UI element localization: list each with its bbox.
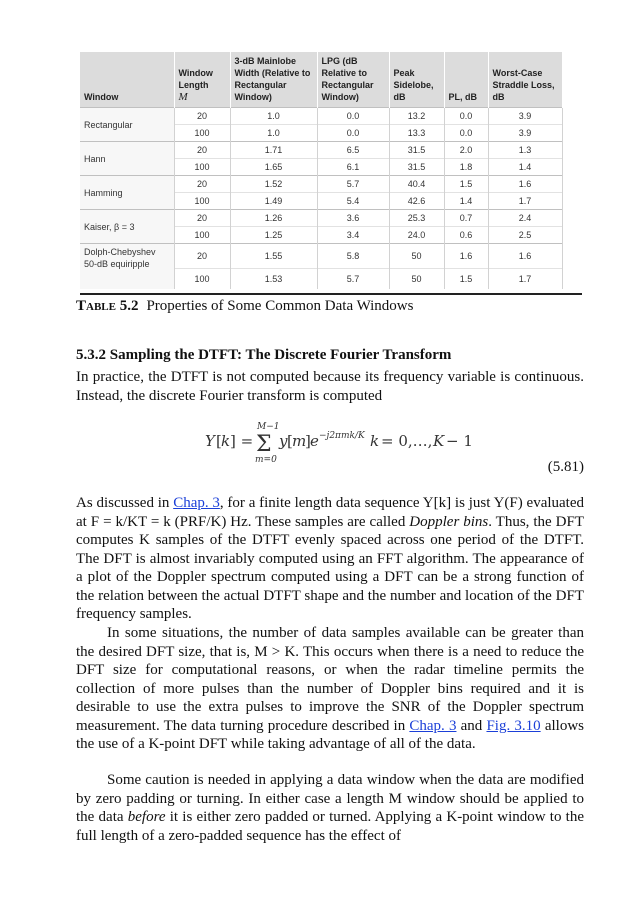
cell-lpg: 3.4 <box>317 227 389 244</box>
cell-mainlobe: 1.0 <box>230 125 317 142</box>
svg-text:Σ: Σ <box>256 432 272 457</box>
cell-pl: 2.0 <box>444 142 488 159</box>
cell-mainlobe: 1.0 <box>230 108 317 125</box>
svg-text:k: k <box>370 432 380 450</box>
table-row <box>80 244 562 269</box>
cell-sidelobe: 13.3 <box>389 125 444 142</box>
cell-lpg: 3.6 <box>317 210 389 227</box>
cell-pl: 1.5 <box>444 269 488 290</box>
table-header-row <box>80 52 562 108</box>
cell-straddle: 1.6 <box>488 176 562 193</box>
window-name: Hamming <box>80 176 174 210</box>
svg-text:−j2πmk/K: −j2πmk/K <box>319 431 365 441</box>
cell-pl: 1.5 <box>444 176 488 193</box>
cell-mainlobe: 1.26 <box>230 210 317 227</box>
section-heading: 5.3.2 Sampling the DTFT: The Discrete Fourier Transform <box>76 347 452 363</box>
cell-straddle: 1.4 <box>488 159 562 176</box>
cell-length: 100 <box>174 269 230 290</box>
svg-text:[: [ <box>287 432 293 450</box>
cell-length: 20 <box>174 176 230 193</box>
cell-sidelobe: 31.5 <box>389 159 444 176</box>
svg-text:k: k <box>221 432 231 450</box>
cell-straddle: 3.9 <box>488 125 562 142</box>
header-straddle-loss: Worst-Case Straddle Loss, dB <box>488 52 562 108</box>
cell-mainlobe: 1.55 <box>230 244 317 269</box>
cell-pl: 1.6 <box>444 244 488 269</box>
svg-text:] =: ] = <box>230 432 254 450</box>
cell-straddle: 2.4 <box>488 210 562 227</box>
header-peak-sidelobe: Peak Sidelobe, dB <box>389 52 444 108</box>
cell-mainlobe: 1.71 <box>230 142 317 159</box>
cell-lpg: 5.8 <box>317 244 389 269</box>
cell-mainlobe: 1.25 <box>230 227 317 244</box>
caption-text: Properties of Some Common Data Windows <box>146 298 414 314</box>
table-rule <box>80 293 582 295</box>
cell-length: 20 <box>174 210 230 227</box>
svg-text:]: ] <box>305 432 311 450</box>
sum-upper-limit: M−1 <box>257 422 280 432</box>
cell-pl: 0.0 <box>444 108 488 125</box>
cell-length: 100 <box>174 193 230 210</box>
table-row <box>80 142 562 159</box>
cell-mainlobe: 1.49 <box>230 193 317 210</box>
header-window: Window <box>80 52 174 108</box>
data-window-table <box>80 52 562 295</box>
equation-graphic <box>205 420 495 464</box>
cell-mainlobe: 1.52 <box>230 176 317 193</box>
cell-straddle: 3.9 <box>488 108 562 125</box>
cell-straddle: 1.7 <box>488 269 562 290</box>
cell-sidelobe: 50 <box>389 269 444 290</box>
cell-sidelobe: 40.4 <box>389 176 444 193</box>
cell-sidelobe: 42.6 <box>389 193 444 210</box>
equation-5-81 <box>205 420 495 468</box>
cell-pl: 0.6 <box>444 227 488 244</box>
cell-mainlobe: 1.65 <box>230 159 317 176</box>
svg-text:Y: Y <box>205 432 215 450</box>
svg-text:m: m <box>292 432 307 450</box>
table-row <box>80 108 562 125</box>
cell-straddle: 2.5 <box>488 227 562 244</box>
cell-sidelobe: 13.2 <box>389 108 444 125</box>
cell-pl: 1.8 <box>444 159 488 176</box>
chap-3-link[interactable]: Chap. 3 <box>409 717 457 734</box>
header-mainlobe-width: 3-dB Mainlobe Width (Relative to Rectangular Window) <box>230 52 317 108</box>
equation-number: (5.81) <box>547 459 584 475</box>
cell-length: 100 <box>174 159 230 176</box>
table-caption <box>76 298 413 315</box>
cell-pl: 1.4 <box>444 193 488 210</box>
table-row <box>80 210 562 227</box>
window-name: Rectangular <box>80 108 174 142</box>
cell-length: 20 <box>174 142 230 159</box>
svg-text:= 0,…,: = 0,…, <box>381 432 433 450</box>
cell-lpg: 5.7 <box>317 176 389 193</box>
cell-length: 100 <box>174 125 230 142</box>
header-pl: PL, dB <box>444 52 488 108</box>
svg-text:[: [ <box>216 432 222 450</box>
cell-lpg: 6.1 <box>317 159 389 176</box>
window-name: Hann <box>80 142 174 176</box>
cell-sidelobe: 25.3 <box>389 210 444 227</box>
fig-3-10-link[interactable]: Fig. 3.10 <box>486 717 541 734</box>
cell-lpg: 0.0 <box>317 125 389 142</box>
svg-text:K: K <box>433 432 445 450</box>
sum-lower-limit: m=0 <box>255 455 277 464</box>
cell-sidelobe: 24.0 <box>389 227 444 244</box>
paragraph-3: In some situations, the number of data samples available can be greater than the desired DFT size, that is, M > K. This occurs when there is a need to reduce the DFT size for computational reasons, or when the radar timeline permits the collection of more pulses than the number of Doppler bins required and it is desirable to use the extra pulses to improve the SNR of the Doppler spectrum measurement. The data turning procedure described in Chap. 3 and Fig. 3.10 allows the use of a K-point DFT while taking advantage of all of the data. <box>76 625 584 752</box>
paragraph-1: In practice, the DTFT is not computed because its frequency variable is continuous. Instead, the discrete Fourier transform is computed <box>76 369 584 404</box>
paragraph-2: As discussed in Chap. 3, for a finite length data sequence Y[k] is just Y(F) evaluated at F = k/KT = k (PRF/K) Hz. These samples are called Doppler bins. Thus, the DFT computes K samples of the DTFT evenly spaced across one period of the DTFT. The DFT is almost invariably computed using an FFT algorithm. The appearance of a plot of the Doppler spectrum computed using a DFT can be a strong function of the relation between the actual DTFT shape and the number and location of the DFT frequency samples. <box>76 495 584 622</box>
cell-length: 20 <box>174 108 230 125</box>
cell-length: 20 <box>174 244 230 269</box>
cell-mainlobe: 1.53 <box>230 269 317 290</box>
cell-lpg: 5.4 <box>317 193 389 210</box>
cell-pl: 0.7 <box>444 210 488 227</box>
cell-length: 100 <box>174 227 230 244</box>
chap-3-link[interactable]: Chap. 3 <box>173 495 220 511</box>
header-lpg: LPG (dB Relative to Rectangular Window) <box>317 52 389 108</box>
cell-lpg: 5.7 <box>317 269 389 290</box>
svg-text:e: e <box>310 432 319 450</box>
caption-label: Table 5.2 <box>76 298 139 314</box>
cell-straddle: 1.6 <box>488 244 562 269</box>
cell-lpg: 6.5 <box>317 142 389 159</box>
cell-sidelobe: 31.5 <box>389 142 444 159</box>
table-row <box>80 176 562 193</box>
svg-text:y: y <box>279 432 288 450</box>
header-window-length: Window Length M <box>174 52 230 108</box>
cell-straddle: 1.7 <box>488 193 562 210</box>
cell-straddle: 1.3 <box>488 142 562 159</box>
paragraph-4: Some caution is needed in applying a data window when the data are modified by zero padding or turning. In either case a length M window should be applied to the data before it is either zero padded or turned. Applying a K-point window to the full length of a zero-padded sequence has the effect of <box>76 772 584 844</box>
cell-lpg: 0.0 <box>317 108 389 125</box>
cell-pl: 0.0 <box>444 125 488 142</box>
svg-text:− 1: − 1 <box>446 432 473 450</box>
window-name: Kaiser, β = 3 <box>80 210 174 244</box>
window-name: Dolph-Chebyshev 50-dB equiripple <box>80 244 174 290</box>
cell-sidelobe: 50 <box>389 244 444 269</box>
